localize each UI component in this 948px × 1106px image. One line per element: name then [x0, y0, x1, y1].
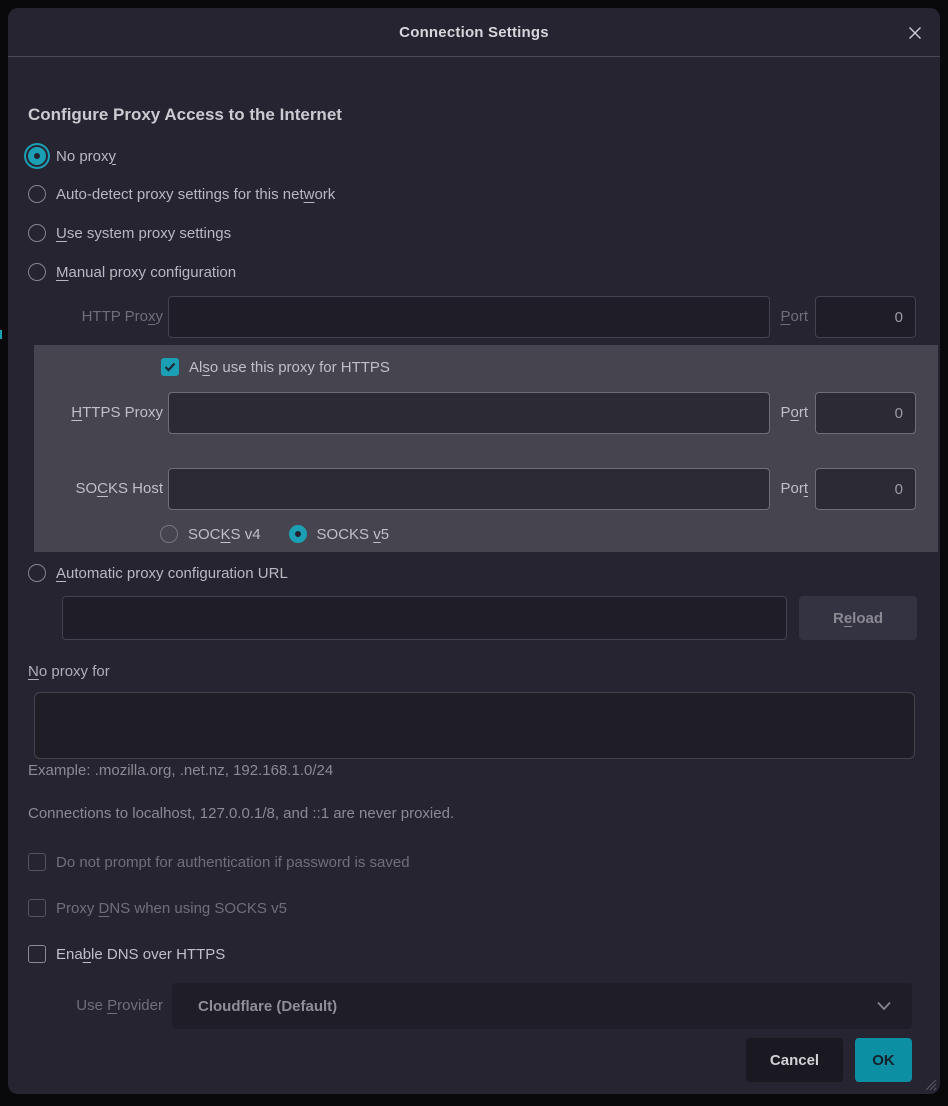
close-icon: [907, 25, 923, 41]
no-proxy-example-text: Example: .mozilla.org, .net.nz, 192.168.1.0/24: [28, 762, 334, 779]
radio-use-system[interactable]: [28, 221, 231, 245]
background-page-sliver: [0, 330, 2, 339]
doh-provider-dropdown[interactable]: [172, 983, 912, 1029]
highlight-band: [34, 345, 938, 552]
enable-doh-checkbox-row[interactable]: [28, 942, 225, 966]
ok-button[interactable]: OK: [855, 1038, 912, 1082]
radio-manual-proxy[interactable]: [28, 260, 236, 284]
enable-doh-label: Enable DNS over HTTPS: [56, 945, 226, 963]
chevron-down-icon: [876, 1001, 892, 1011]
use-provider-label: Use Provider: [76, 997, 163, 1014]
socks-host-label: SOCKS Host: [75, 480, 163, 497]
dialog-header: [8, 8, 940, 57]
checkbox-unchecked-icon[interactable]: [28, 899, 46, 917]
reload-button[interactable]: Reload: [799, 596, 917, 640]
radio-auto-detect[interactable]: [28, 182, 335, 206]
no-auth-prompt-checkbox-row[interactable]: [28, 850, 410, 874]
close-button[interactable]: [904, 22, 926, 44]
http-port-input[interactable]: [815, 296, 916, 338]
page-title: Configure Proxy Access to the Internet: [28, 105, 342, 124]
checkbox-unchecked-icon[interactable]: [28, 853, 46, 871]
http-proxy-label: HTTP Proxy: [81, 308, 163, 325]
resize-grip-icon[interactable]: [922, 1076, 937, 1091]
https-proxy-input[interactable]: [168, 392, 770, 434]
dialog-title: Connection Settings: [399, 23, 549, 41]
radio-button-icon[interactable]: [28, 224, 46, 242]
http-port-label: Port: [780, 308, 808, 325]
socks-version-row: [160, 522, 389, 546]
no-auth-prompt-label: Do not prompt for authentication if password is saved: [56, 853, 410, 871]
also-use-https-checkbox-row[interactable]: [161, 355, 390, 379]
cancel-button[interactable]: Cancel: [746, 1038, 843, 1082]
radio-manual-proxy-label: Manual proxy configuration: [56, 263, 237, 281]
radio-socks-v4[interactable]: [160, 525, 178, 543]
also-use-https-label: Also use this proxy for HTTPS: [189, 358, 390, 376]
doh-provider-value: Cloudflare (Default): [198, 997, 338, 1015]
socks-host-input[interactable]: [168, 468, 770, 510]
autoconfig-url-input[interactable]: [62, 596, 787, 640]
http-proxy-input[interactable]: [168, 296, 770, 338]
checkmark-icon: [164, 362, 176, 372]
radio-button-icon[interactable]: [28, 147, 46, 165]
socks-v5-label: SOCKS v5: [316, 525, 390, 543]
connection-settings-dialog: [8, 8, 940, 1094]
radio-socks-v5[interactable]: [289, 525, 307, 543]
proxy-dns-socks5-label: Proxy DNS when using SOCKS v5: [56, 899, 287, 917]
https-port-input[interactable]: [815, 392, 916, 434]
radio-autoconfig-label: Automatic proxy configuration URL: [56, 564, 288, 582]
localhost-note-text: Connections to localhost, 127.0.0.1/8, and ::1 are never proxied.: [28, 805, 455, 822]
radio-button-icon[interactable]: [28, 263, 46, 281]
radio-no-proxy[interactable]: [28, 144, 116, 168]
no-proxy-for-label: No proxy for: [28, 663, 110, 680]
radio-auto-detect-label: Auto-detect proxy settings for this network: [56, 185, 336, 203]
radio-autoconfig-url[interactable]: [28, 561, 288, 585]
https-port-label: Port: [780, 404, 808, 421]
proxy-dns-socks5-checkbox-row[interactable]: [28, 896, 287, 920]
socks-v4-label: SOCKS v4: [188, 525, 261, 543]
socks-port-input[interactable]: [815, 468, 916, 510]
https-proxy-label: HTTPS Proxy: [71, 404, 163, 421]
radio-button-icon[interactable]: [28, 564, 46, 582]
radio-use-system-label: Use system proxy settings: [56, 224, 232, 242]
no-proxy-for-textarea[interactable]: [34, 692, 915, 759]
radio-button-icon[interactable]: [28, 185, 46, 203]
checkbox-unchecked-icon[interactable]: [28, 945, 46, 963]
socks-port-label: Port: [780, 480, 808, 497]
checkbox-checked-icon[interactable]: [161, 358, 179, 376]
radio-no-proxy-label: No proxy: [56, 147, 117, 165]
